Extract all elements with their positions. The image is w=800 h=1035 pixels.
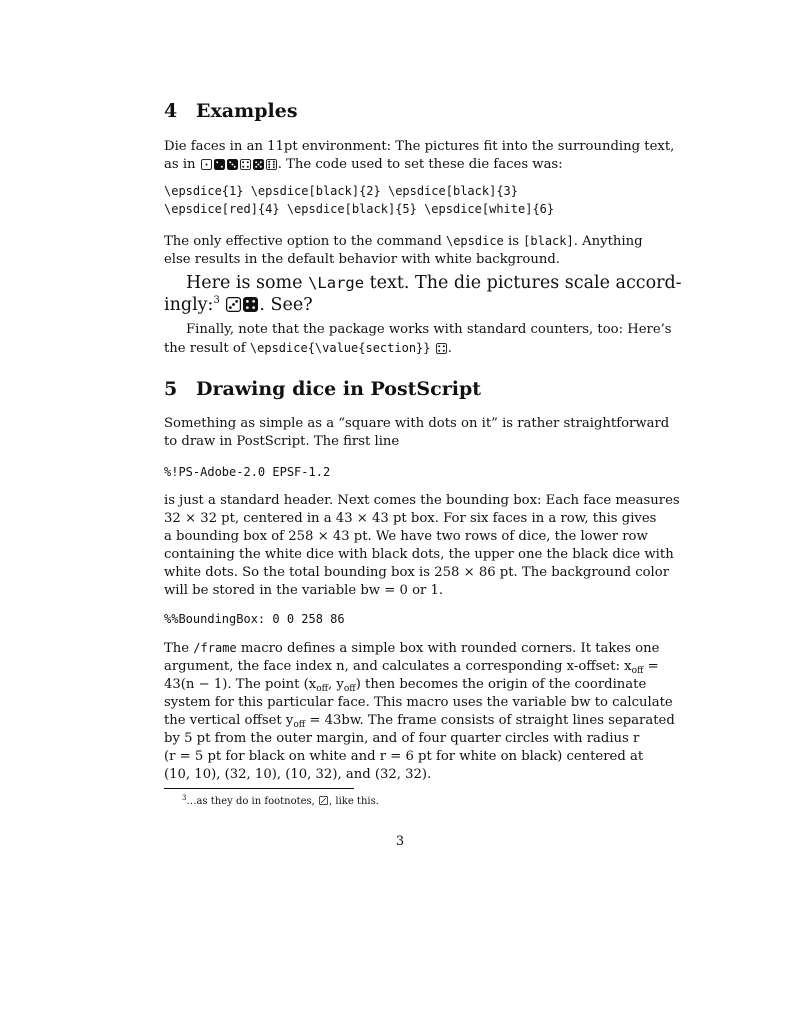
text-line	[164, 156, 634, 174]
inline-code: \epsdice{\value{section}}	[249, 341, 431, 355]
section-title: Examples	[196, 100, 298, 122]
text-line: a bounding box of 258 × 43 pt. We have two rows of dice, the lower row	[164, 529, 648, 544]
paragraph-intro	[164, 138, 675, 174]
die-face-4-red-icon	[240, 159, 251, 170]
die-face-2-black-icon	[214, 159, 225, 170]
paragraph-bounding-box	[164, 492, 680, 600]
code-line-bounding-box: %%BoundingBox: 0 0 258 86	[164, 612, 345, 626]
inline-code: [black]	[523, 234, 574, 248]
die-face-1-small-icon	[319, 796, 328, 805]
text-line	[164, 639, 660, 658]
subscript: off	[316, 684, 329, 694]
inline-code: \epsdice	[445, 234, 504, 248]
section-heading-examples	[164, 100, 298, 122]
text-line: Something as simple as a “square with dots on it” is rather straightforward	[164, 416, 670, 431]
text-line	[164, 294, 634, 316]
subscript: off	[293, 720, 306, 730]
inline-code: \Large	[308, 274, 365, 292]
footnote-marker: 3	[213, 295, 220, 306]
die-face-3-white-large-icon	[226, 297, 241, 312]
code-line: \epsdice[red]{4} \epsdice[black]{5} \epsdice[white]{6}	[164, 202, 555, 216]
text-line	[164, 658, 659, 676]
paragraph-options	[164, 232, 643, 269]
section-number: 5	[164, 378, 178, 400]
die-face-5-black-icon	[253, 159, 264, 170]
paragraph-frame-macro	[164, 639, 675, 784]
text-fragment: ) then becomes the origin of the coordinate	[355, 677, 647, 692]
die-face-1-icon	[201, 159, 212, 170]
text-fragment: is	[503, 234, 524, 249]
die-face-6-white-icon	[266, 159, 277, 170]
text-fragment: …as they do in footnotes,	[186, 796, 319, 807]
code-block-epsdice	[164, 182, 554, 218]
text-fragment: Here is some	[186, 273, 309, 293]
text-line: containing the white dice with black dots, the upper one the black dice with	[164, 547, 674, 562]
footnote-marker: 3	[182, 794, 187, 802]
text-fragment: , like this.	[329, 796, 379, 807]
text-fragment: = 43bw. The frame consists of straight lines separated	[305, 713, 675, 728]
text-line: 32 × 32 pt, centered in a 43 × 43 pt box. For six faces in a row, this gives	[164, 511, 657, 526]
die-face-3-black-icon	[227, 159, 238, 170]
page-number: 3	[395, 834, 405, 849]
text-fragment: 43(n − 1). The point (x	[164, 677, 317, 692]
text-line	[164, 272, 682, 294]
die-face-4-black-large-icon	[243, 297, 258, 312]
text-line: else results in the default behavior with white background.	[164, 252, 560, 267]
die-face-4-white-icon	[436, 343, 447, 354]
text-fragment: argument, the face index n, and calculates a corresponding x-offset: x	[164, 659, 632, 674]
subscript: off	[631, 666, 644, 676]
text-line: Finally, note that the package works with standard counters, too: Here’s	[186, 322, 672, 337]
text-fragment: . The code used to set these die faces was:	[277, 157, 563, 172]
text-fragment: . Anything	[573, 234, 643, 249]
text-fragment: as in	[164, 157, 196, 172]
paragraph-large-text	[164, 272, 682, 316]
section-title: Drawing dice in PostScript	[196, 378, 482, 400]
text-fragment: the vertical offset y	[164, 713, 294, 728]
text-fragment: macro defines a simple box with rounded corners. It takes one	[236, 641, 660, 656]
footnote	[182, 791, 379, 809]
text-line: system for this particular face. This macro uses the variable bw to calculate	[164, 695, 673, 710]
text-line	[164, 232, 643, 251]
text-fragment: ingly:	[164, 295, 214, 315]
paragraph-counters	[164, 321, 672, 358]
text-fragment: . See?	[259, 295, 313, 315]
text-fragment: =	[643, 659, 659, 674]
inline-code: /frame	[193, 641, 237, 655]
text-fragment: The	[164, 641, 194, 656]
text-line: by 5 pt from the outer margin, and of four quarter circles with radius r	[164, 731, 640, 746]
footnote-rule	[164, 788, 354, 789]
text-fragment: The only effective option to the command	[164, 234, 446, 249]
code-line: \epsdice{1} \epsdice[black]{2} \epsdice[black]{3}	[164, 184, 519, 198]
text-line: Die faces in an 11pt environment: The pictures fit into the surrounding text,	[164, 139, 675, 154]
text-fragment: .	[447, 341, 452, 356]
paragraph-postscript-intro	[164, 415, 670, 451]
text-line: is just a standard header. Next comes the bounding box: Each face measures	[164, 493, 680, 508]
section-number: 4	[164, 100, 178, 122]
text-line	[164, 339, 634, 358]
text-fragment: the result of	[164, 341, 250, 356]
text-line: will be stored in the variable bw = 0 or 1.	[164, 583, 444, 598]
subscript: off	[343, 684, 356, 694]
text-line: white dots. So the total bounding box is 258 × 86 pt. The background color	[164, 565, 669, 580]
text-line	[164, 712, 675, 730]
text-fragment: text. The die pictures scale accord-	[364, 273, 682, 293]
text-fragment: , y	[328, 677, 344, 692]
text-line: to draw in PostScript. The first line	[164, 434, 400, 449]
text-line	[164, 676, 647, 694]
code-line-ps-header: %!PS-Adobe-2.0 EPSF-1.2	[164, 465, 331, 479]
text-line: (10, 10), (32, 10), (10, 32), and (32, 32).	[164, 767, 432, 782]
text-line: (r = 5 pt for black on white and r = 6 pt for white on black) centered at	[164, 749, 644, 764]
section-heading-drawing-dice	[164, 378, 481, 400]
